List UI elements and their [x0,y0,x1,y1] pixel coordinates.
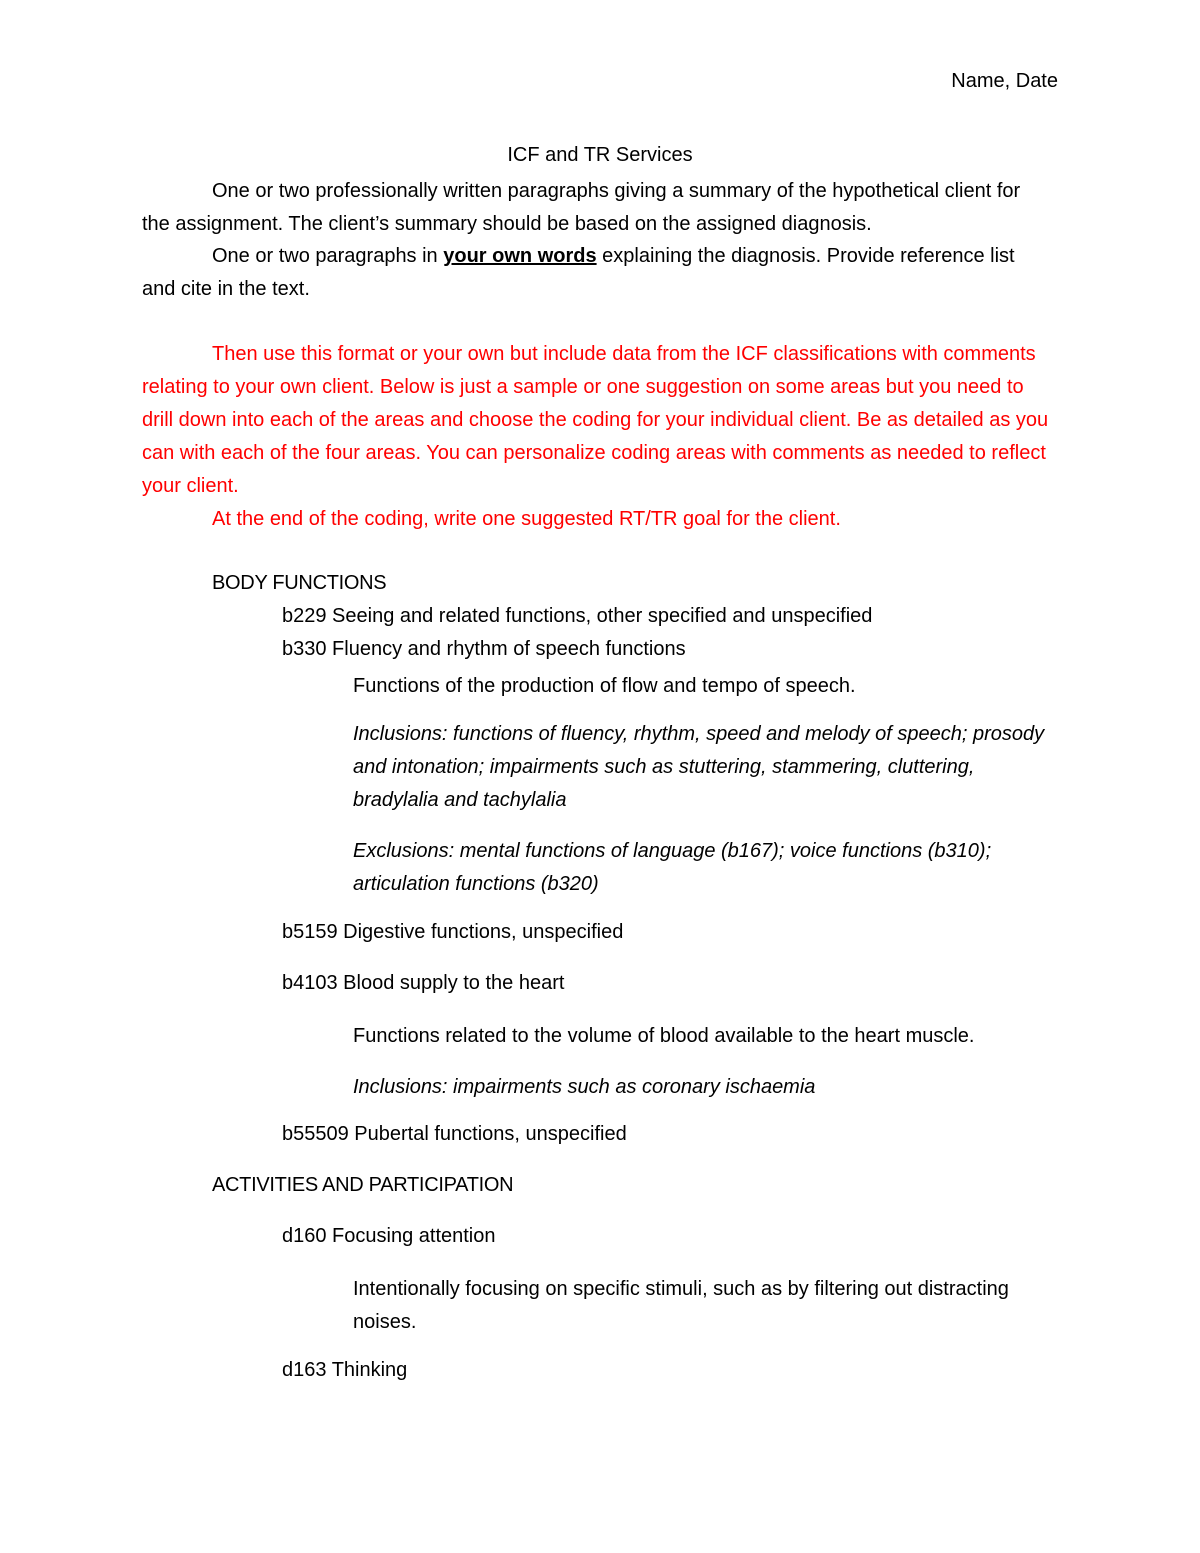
intro-text-before: One or two paragraphs in [212,245,444,267]
document-title: ICF and TR Services [507,144,693,166]
b4103-inclusions: Inclusions: impairments such as coronary ischaemia [353,1076,816,1098]
activities-heading: ACTIVITIES AND PARTICIPATION [212,1174,514,1196]
body-functions-heading: BODY FUNCTIONS [212,572,387,594]
code-d163: d163 Thinking [282,1359,408,1381]
name-date-header: Name, Date [951,70,1058,92]
code-d160: d160 Focusing attention [282,1225,496,1247]
b330-inclusions: Inclusions: functions of fluency, rhythm, speed and melody of speech; prosody and intonation; impairments such as stuttering, stammering, cluttering, bradylalia and tachylalia [353,723,1045,811]
instructions-paragraph: Then use this format or your own but include data from the ICF classifications with comments relating to your own client. Below is just a sample or one suggestion on some areas but you need to drill down into each of the areas and choose the coding for your individual client. Be as detailed as you can with each of the four areas. You can personalize coding areas with comments as needed to reflect your client. [142,343,1049,497]
b330-description: Functions of the production of flow and tempo of speech. [353,675,856,697]
own-words-emphasis: your own words [443,245,597,267]
instructions-goal: At the end of the coding, write one suggested RT/TR goal for the client. [212,508,841,530]
intro-text-after: explaining the diagnosis. Provide reference list and cite in the text. [142,245,1015,300]
code-b5159: b5159 Digestive functions, unspecified [282,921,624,943]
code-b229: b229 Seeing and related functions, other specified and unspecified [282,605,873,627]
code-b4103: b4103 Blood supply to the heart [282,972,565,994]
code-b55509: b55509 Pubertal functions, unspecified [282,1123,627,1145]
intro-paragraph-summary: One or two professionally written paragraphs giving a summary of the hypothetical client for the assignment. The client’s summary should be based on the assigned diagnosis. [142,180,1021,235]
d160-description: Intentionally focusing on specific stimuli, such as by filtering out distracting noises. [353,1278,1009,1333]
code-b330: b330 Fluency and rhythm of speech functions [282,638,686,660]
b4103-description: Functions related to the volume of blood available to the heart muscle. [353,1025,975,1047]
b330-exclusions: Exclusions: mental functions of language (b167); voice functions (b310); articulation functions (b320) [353,840,992,895]
intro-paragraph-diagnosis [142,240,1052,306]
